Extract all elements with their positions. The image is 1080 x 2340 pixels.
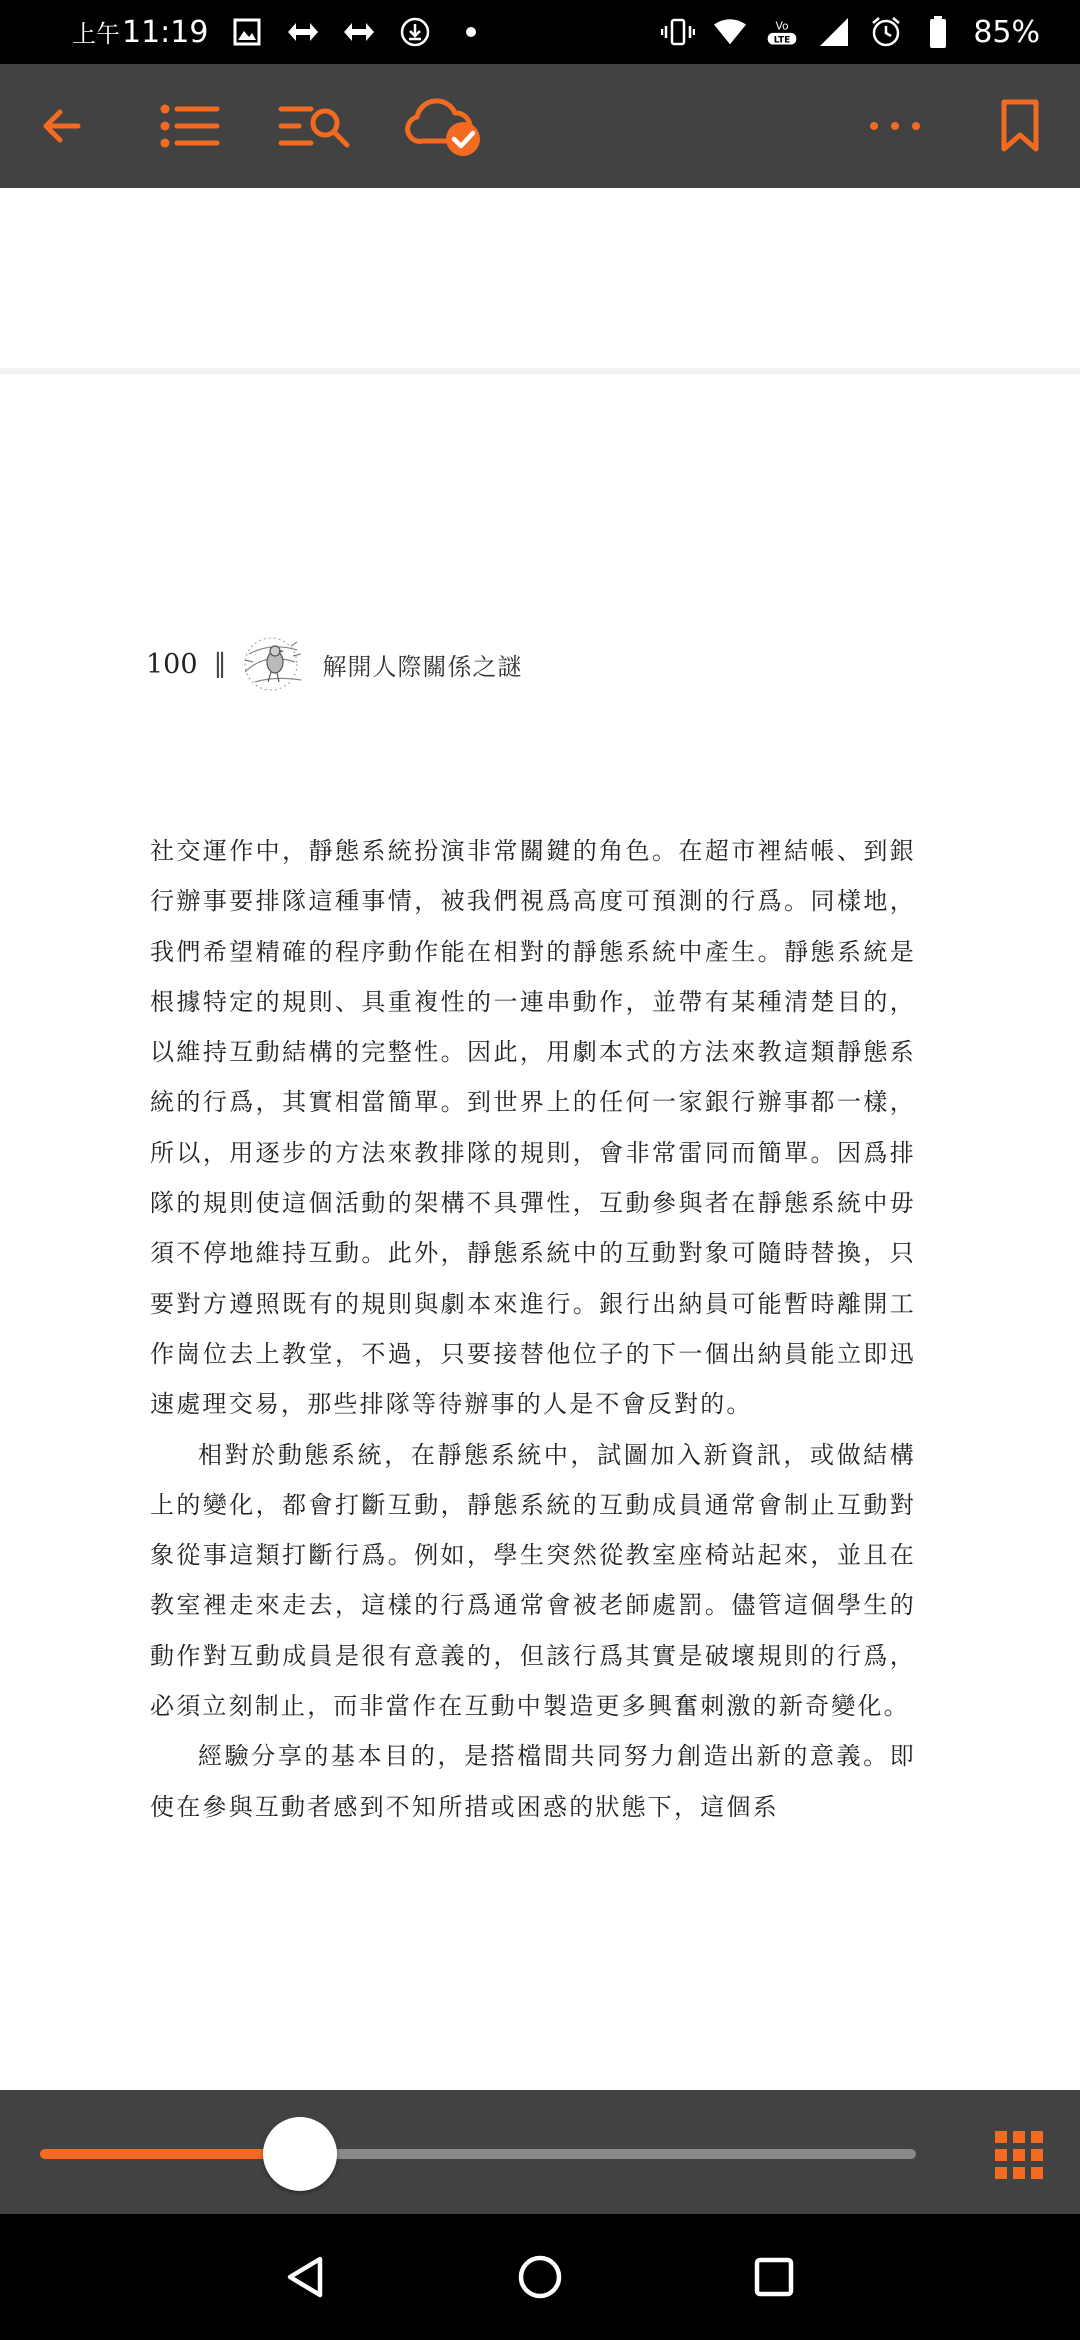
toc-list-icon xyxy=(159,101,221,151)
teamviewer-icon xyxy=(286,15,320,49)
nav-home-icon xyxy=(517,2254,563,2300)
page-text xyxy=(150,826,916,1832)
nav-back-icon xyxy=(284,2255,328,2299)
nav-recent-icon xyxy=(754,2257,794,2297)
bookmark-icon xyxy=(1000,99,1040,153)
back-button[interactable] xyxy=(30,64,94,188)
status-ampm: 上午 xyxy=(72,20,120,48)
wifi-icon xyxy=(713,15,747,49)
teamviewer-icon xyxy=(342,15,376,49)
download-icon xyxy=(398,15,432,49)
status-bar xyxy=(0,0,1080,64)
cloud-sync-button[interactable] xyxy=(400,64,490,188)
header-separator: ‖ xyxy=(213,649,227,679)
dot-icon xyxy=(454,15,488,49)
reader-toolbar xyxy=(0,64,1080,188)
signal-icon xyxy=(817,15,851,49)
system-navigation-bar xyxy=(0,2214,1080,2340)
back-arrow-icon xyxy=(38,102,86,150)
battery-percentage: 85% xyxy=(973,14,1040,50)
nav-back-button[interactable] xyxy=(246,2214,366,2340)
svg-text:Vo: Vo xyxy=(775,19,789,33)
previous-page-bottom xyxy=(0,188,1080,368)
search-in-book-icon xyxy=(277,101,353,151)
alarm-icon xyxy=(869,15,903,49)
cloud-sync-icon xyxy=(403,93,487,159)
battery-icon xyxy=(921,15,955,49)
bird-illustration-icon xyxy=(235,632,315,696)
bookmark-button[interactable] xyxy=(990,64,1050,188)
page-slider-fill xyxy=(40,2149,300,2159)
image-icon xyxy=(230,15,264,49)
page-header xyxy=(146,632,523,696)
status-time xyxy=(72,14,208,50)
nav-recent-button[interactable] xyxy=(714,2214,834,2340)
search-in-book-button[interactable] xyxy=(275,64,355,188)
page-number: 100 xyxy=(146,648,198,680)
paragraph-3: 經驗分享的基本目的，是搭檔間共同努力創造出新的意義。即使在參與互動者感到不知所措或困惑的狀態下，這個系 xyxy=(150,1742,916,1821)
page-slider-thumb[interactable] xyxy=(263,2117,337,2191)
nav-home-button[interactable] xyxy=(480,2214,600,2340)
paragraph-2: 相對於動態系統，在靜態系統中，試圖加入新資訊，或做結構上的變化，都會打斷互動，靜態系統的互動成員通常會制止互動對象從事這類打斷行爲。例如，學生突然從教室座椅站起來，並且在教室裡走來走去，這樣的行爲通常會被老師處罰。儘管這個學生的動作對互動成員是很有意義的，但該行爲其實是破壞規則的行爲，必須立刻制止，而非當作在互動中製造更多興奮刺激的新奇變化。 xyxy=(150,1440,916,1721)
page-grid-button[interactable] xyxy=(994,2130,1044,2180)
page-slider-track[interactable] xyxy=(40,2149,916,2159)
more-icon xyxy=(867,119,923,133)
vibrate-icon xyxy=(661,15,695,49)
grid-icon xyxy=(994,2130,1044,2180)
paragraph-1: 社交運作中，靜態系統扮演非常關鍵的角色。在超市裡結帳、到銀行辦事要排隊這種事情，被我們視爲高度可預測的行爲。同樣地，我們希望精確的程序動作能在相對的靜態系統中產生。靜態系統是根據特定的規則、具重複性的一連串動作，並帶有某種清楚目的，以維持互動結構的完整性。因此，用劇本式的方法來教這類靜態系統的行爲，其實相當簡單。到世界上的任何一家銀行辦事都一樣，所以，用逐步的方法來教排隊的規則，會非常雷同而簡單。因爲排隊的規則使這個活動的架構不具彈性，互動參與者在靜態系統中毋須不停地維持互動。此外，靜態系統中的互動對象可隨時替換，只要對方遵照既有的規則與劇本來進行。銀行出納員可能暫時離開工作崗位去上教堂，不過，只要接替他位子的下一個出納員能立即迅速處理交易，那些排隊等待辦事的人是不會反對的。 xyxy=(150,837,916,1419)
status-clock: 11:19 xyxy=(122,15,209,50)
reading-progress-panel xyxy=(0,2090,1080,2214)
table-of-contents-button[interactable] xyxy=(155,64,225,188)
reading-area[interactable] xyxy=(0,188,1080,2090)
book-page[interactable] xyxy=(0,374,1080,2090)
book-title: 解開人際關係之謎 xyxy=(322,652,523,681)
svg-text:LTE: LTE xyxy=(774,35,791,46)
more-options-button[interactable] xyxy=(860,64,930,188)
volte-icon xyxy=(765,15,799,49)
